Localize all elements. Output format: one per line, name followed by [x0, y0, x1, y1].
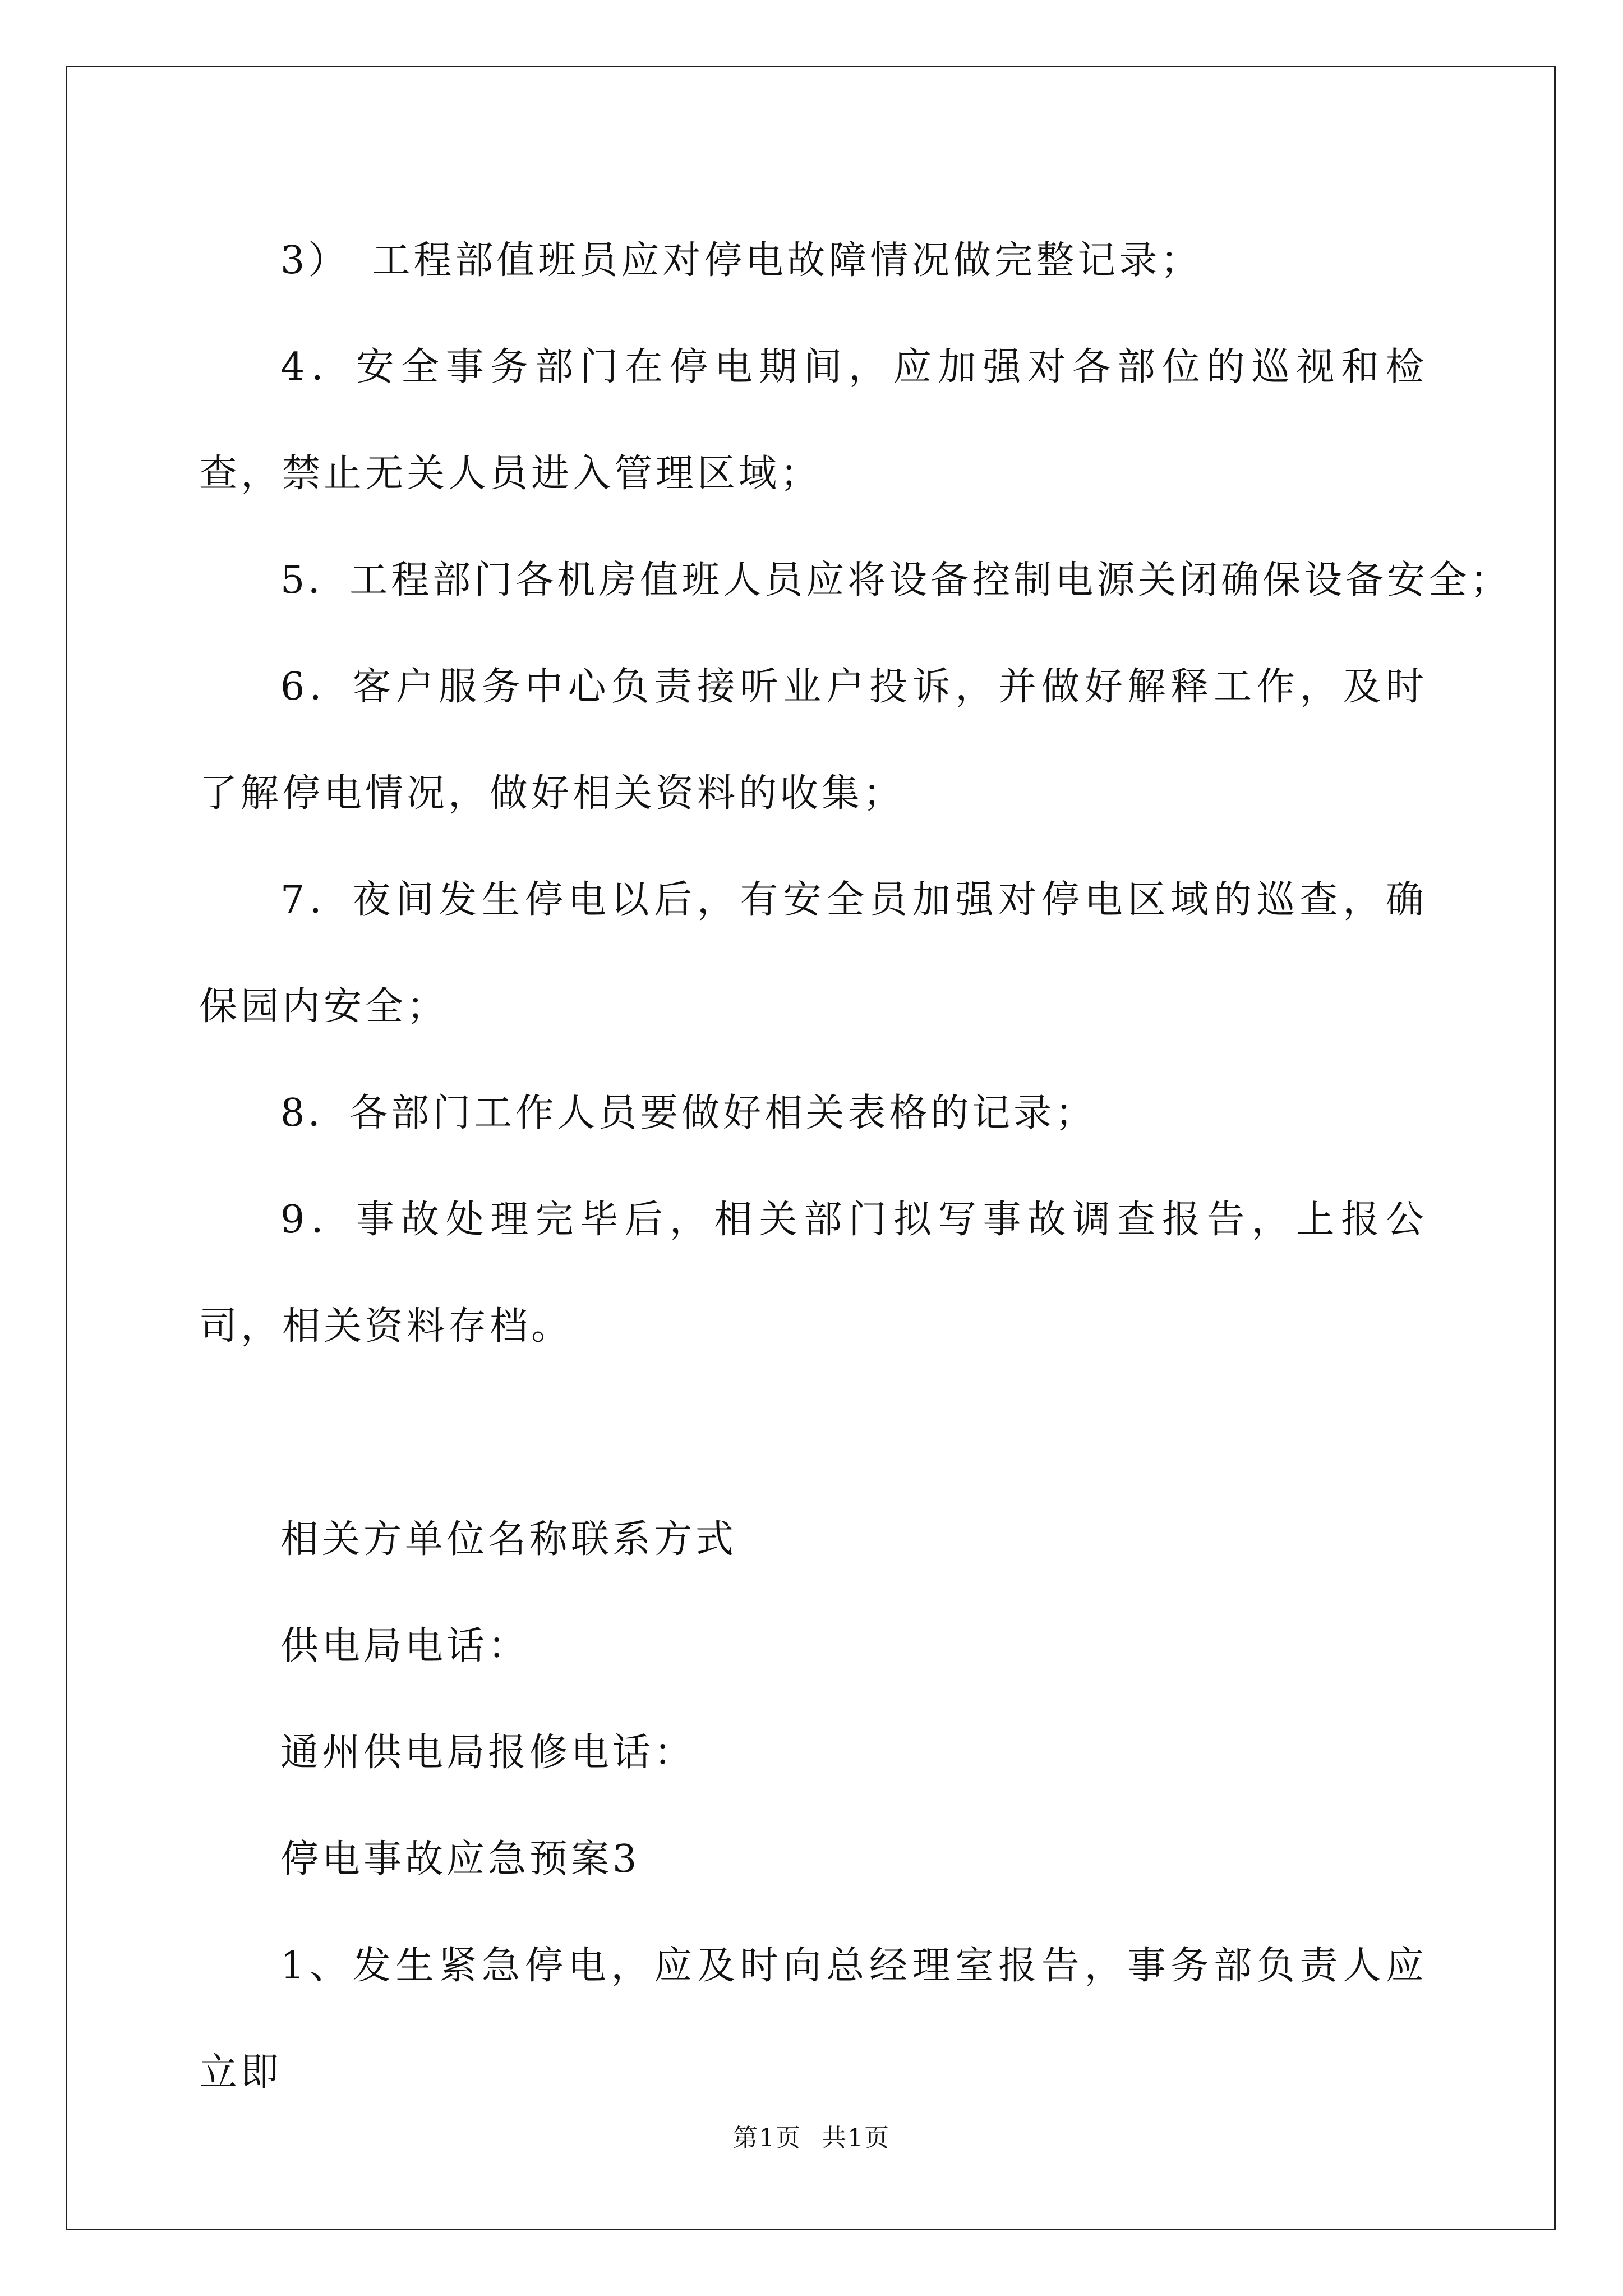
page-footer — [0, 2118, 1623, 2154]
power-bureau-phone: 供电局电话： — [280, 1624, 530, 1668]
section-gap — [199, 1380, 1427, 1487]
page-number: 第1页 — [733, 2124, 801, 2152]
contact-heading: 相关方单位名称联系方式 — [280, 1517, 737, 1562]
paragraph-item-6: 6．客户服务中心负责接听业户投诉，并做好解释工作，及时了解停电情况，做好相关资料的收集； — [199, 665, 1427, 816]
page-total: 共1页 — [822, 2124, 890, 2152]
plan-item-1: 1、发生紧急停电，应及时向总经理室报告，事务部负责人应立即 — [199, 1944, 1427, 2095]
paragraph-item-7: 7．夜间发生停电以后，有安全员加强对停电区域的巡查，确保园内安全； — [199, 878, 1427, 1029]
document-body — [199, 208, 1512, 2126]
paragraph-item-3: 3） 工程部值班员应对停电故障情况做完整记录； — [280, 238, 1202, 283]
paragraph-item-4: 4．安全事务部门在停电期间，应加强对各部位的巡视和检查，禁止无关人员进入管理区域； — [199, 345, 1427, 496]
paragraph-item-9: 9．事故处理完毕后，相关部门拟写事故调查报告，上报公司，相关资料存档。 — [199, 1198, 1427, 1349]
tongzhou-repair-phone: 通州供电局报修电话： — [280, 1731, 696, 1775]
paragraph-item-8: 8．各部门工作人员要做好相关表格的记录； — [280, 1091, 1097, 1135]
plan-title: 停电事故应急预案3 — [280, 1837, 640, 1881]
paragraph-item-5: 5．工程部门各机房值班人员应将设备控制电源关闭确保设备安全； — [280, 558, 1512, 602]
